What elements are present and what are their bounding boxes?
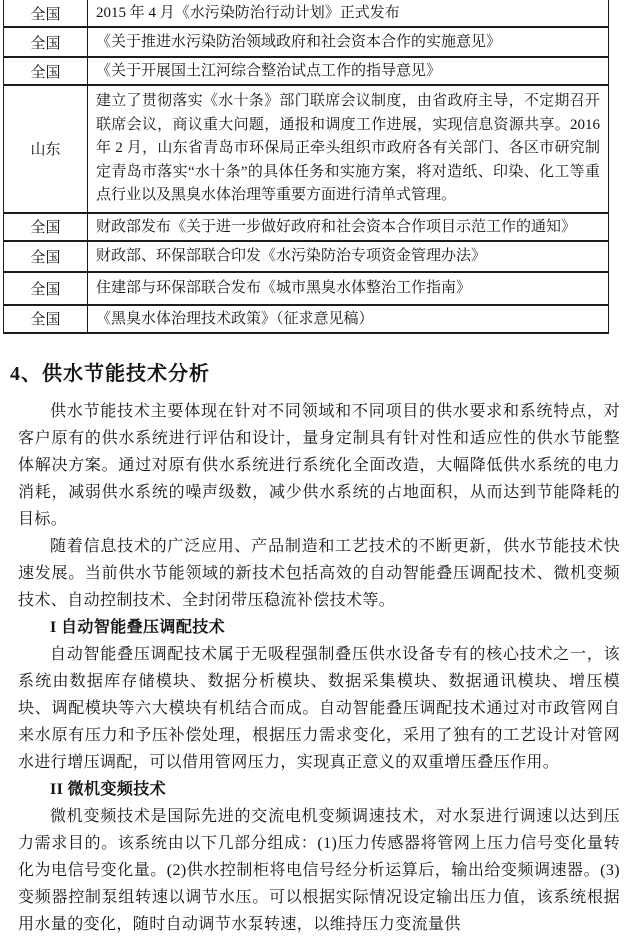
policy-cell: 住建部与环保部联合发布《城市黑臭水体整治工作指南》 — [88, 272, 609, 305]
region-cell: 全国 — [4, 213, 88, 241]
region-cell: 全国 — [4, 272, 88, 305]
table-row — [4, 85, 609, 213]
subheading-frequency-tech: II 微机变频技术 — [50, 780, 167, 798]
region-cell: 全国 — [4, 57, 88, 85]
analysis-section — [0, 359, 637, 938]
policy-cell: 《黑臭水体治理技术政策》（征求意见稿） — [88, 305, 609, 333]
policy-cell: 财政部、环保部联合印发《水污染防治专项资金管理办法》 — [88, 241, 609, 272]
table-row — [4, 272, 609, 305]
paragraph-stacked-pressure-tech: 自动智能叠压调配技术属于无吸程强制叠压供水设备专有的核心技术之一，该系统由数据库存储模块、数据分析模块、数据采集模块、数据通讯模块、增压模块、调配模块等六大模块有机结合而成。自动智能叠压调配技术通过对市政管网自来水原有压力和予压补偿处理，根据压力需求变化，采用了独有的工艺设计对管网水进行增压调配，可以借用管网压力，实现真正意义的双重增压叠压作用。 — [18, 645, 620, 771]
paragraph-frequency-tech: 微机变频技术是国际先进的交流电机变频调速技术，对水泵进行调速以达到压力需求目的。该系统由以下几部分组成：(1)压力传感器将管网上压力信号变化量转化为电信号变化量。(2)供水控制柜将电信号经分析运算后，输出给变频调速器。(3)变频器控制泵组转速以调节水压。可以根据实际情况设定输出压力值，该系统根据用水量的变化，随时自动调节水泵转速，以维持压力变流量供 — [18, 807, 620, 933]
table-row — [4, 57, 609, 85]
policy-cell: 建立了贯彻落实《水十条》部门联席会议制度，由省政府主导，不定期召开联席会议，商议重大问题，通报和调度工作进展，实现信息资源共享。2016 年 2 月，山东省青岛市环保局正牵头组织市政府各有关部门、各区市研究制定青岛市落实“水十条”的具体任务和实施方案，将对造纸、印染、化工等重点行业以及黑臭水体治理等重要方面进行清单式管理。 — [88, 85, 609, 213]
region-cell: 全国 — [4, 241, 88, 272]
table-row — [4, 27, 609, 57]
table-row — [4, 241, 609, 272]
policy-cell: 《关于推进水污染防治领域政府和社会资本合作的实施意见》 — [88, 27, 609, 57]
table-row — [4, 213, 609, 241]
region-cell: 山东 — [4, 85, 88, 213]
subheading-stacked-pressure-tech: I 自动智能叠压调配技术 — [50, 618, 226, 636]
section-heading: 4、供水节能技术分析 — [10, 362, 210, 385]
region-cell: 全国 — [4, 305, 88, 333]
paragraph-overview: 供水节能技术主要体现在针对不同领域和不同项目的供水要求和系统特点，对客户原有的供水系统进行评估和设计，量身定制具有针对性和适应性的供水节能整体解决方案。通过对原有供水系统进行系统化全面改造，大幅降低供水系统的电力消耗，减弱供水系统的噪声级数，减少供水系统的占地面积，从而达到节能降耗的目标。 — [18, 402, 620, 528]
paragraph-new-tech: 随着信息技术的广泛应用、产品制造和工艺技术的不断更新，供水节能技术快速发展。当前供水节能领域的新技术包括高效的自动智能叠压调配技术、微机变频技术、自动控制技术、全封闭带压稳流补偿技术等。 — [18, 537, 620, 609]
policy-cell: 财政部发布《关于进一步做好政府和社会资本合作项目示范工作的通知》 — [88, 213, 609, 241]
policy-table — [3, 0, 609, 334]
policy-cell: 《关于开展国土江河综合整治试点工作的指导意见》 — [88, 57, 609, 85]
policy-cell: 2015 年 4 月《水污染防治行动计划》正式发布 — [88, 0, 609, 27]
region-cell: 全国 — [4, 0, 88, 27]
table-row — [4, 305, 609, 333]
table-row — [4, 0, 609, 27]
region-cell: 全国 — [4, 27, 88, 57]
